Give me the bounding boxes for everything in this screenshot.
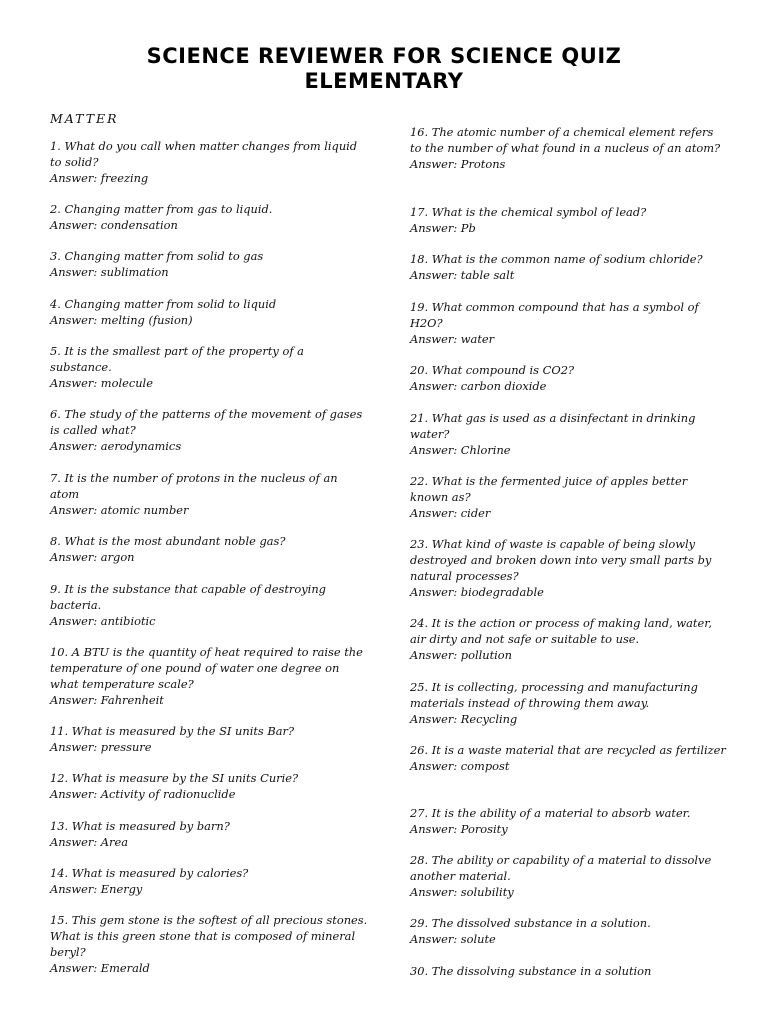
question-text: 17. What is the chemical symbol of lead? bbox=[410, 205, 647, 219]
question-text: 16. The atomic number of a chemical element refers to the number of what found in a nucleus of an atom? bbox=[410, 125, 721, 155]
question-item bbox=[50, 201, 368, 233]
answer-text: Answer: sublimation bbox=[50, 265, 169, 279]
question-text: 12. What is measure by the SI units Curie? bbox=[50, 771, 299, 785]
answer-text: Answer: Pb bbox=[410, 221, 476, 235]
question-item bbox=[410, 963, 728, 979]
question-text: 25. It is collecting, processing and manufacturing materials instead of throwing them away. bbox=[410, 680, 698, 710]
title-line-2: ELEMENTARY bbox=[304, 69, 464, 93]
answer-text: Answer: aerodynamics bbox=[50, 439, 182, 453]
question-item bbox=[50, 533, 368, 565]
answer-text: Answer: Recycling bbox=[410, 712, 518, 726]
answer-text: Answer: pressure bbox=[50, 740, 152, 754]
question-text: 23. What kind of waste is capable of being slowly destroyed and broken down into very small parts by natural processes? bbox=[410, 537, 712, 583]
question-item bbox=[410, 124, 728, 172]
question-item bbox=[50, 470, 368, 518]
question-text: 22. What is the fermented juice of apples better known as? bbox=[410, 474, 688, 504]
question-item bbox=[410, 536, 728, 600]
question-item bbox=[410, 410, 728, 458]
question-text: 30. The dissolving substance in a solution bbox=[410, 964, 652, 978]
question-text: 6. The study of the patterns of the movement of gases is called what? bbox=[50, 407, 363, 437]
question-text: 21. What gas is used as a disinfectant in drinking water? bbox=[410, 411, 696, 441]
answer-text: Answer: pollution bbox=[410, 648, 512, 662]
section-heading: MATTER bbox=[50, 111, 119, 126]
answer-text: Answer: molecule bbox=[50, 376, 153, 390]
question-item bbox=[50, 296, 368, 328]
question-item bbox=[410, 251, 728, 283]
answer-text: Answer: argon bbox=[50, 550, 135, 564]
question-text: 1. What do you call when matter changes from liquid to solid? bbox=[50, 139, 358, 169]
answer-text: Answer: compost bbox=[410, 759, 510, 773]
answer-text: Answer: carbon dioxide bbox=[410, 379, 547, 393]
question-text: 14. What is measured by calories? bbox=[50, 866, 249, 880]
document-title bbox=[0, 44, 768, 94]
question-item bbox=[50, 912, 368, 976]
question-text: 3. Changing matter from solid to gas bbox=[50, 249, 264, 263]
question-text: 15. This gem stone is the softest of all precious stones. What is this green stone that is composed of mineral beryl? bbox=[50, 913, 368, 959]
question-text: 8. What is the most abundant noble gas? bbox=[50, 534, 286, 548]
answer-text: Answer: atomic number bbox=[50, 503, 189, 517]
question-text: 4. Changing matter from solid to liquid bbox=[50, 297, 277, 311]
answer-text: Answer: antibiotic bbox=[50, 614, 156, 628]
question-text: 10. A BTU is the quantity of heat required to raise the temperature of one pound of water one degree on what temperature scale? bbox=[50, 645, 363, 691]
question-text: 28. The ability or capability of a material to dissolve another material. bbox=[410, 853, 712, 883]
question-item bbox=[50, 723, 368, 755]
answer-text: Answer: biodegradable bbox=[410, 585, 544, 599]
question-text: 7. It is the number of protons in the nucleus of an atom bbox=[50, 471, 338, 501]
answer-text: Answer: Fahrenheit bbox=[50, 693, 164, 707]
answer-text: Answer: water bbox=[410, 332, 495, 346]
question-text: 24. It is the action or process of making land, water, air dirty and not safe or suitable to use. bbox=[410, 616, 713, 646]
answer-text: Answer: Protons bbox=[410, 157, 506, 171]
answer-text: Answer: Area bbox=[50, 835, 129, 849]
question-item bbox=[50, 865, 368, 897]
question-text: 11. What is measured by the SI units Bar? bbox=[50, 724, 295, 738]
answer-text: Answer: solubility bbox=[410, 885, 514, 899]
answer-text: Answer: cider bbox=[410, 506, 491, 520]
question-text: 2. Changing matter from gas to liquid. bbox=[50, 202, 273, 216]
question-item bbox=[50, 818, 368, 850]
question-item bbox=[50, 343, 368, 391]
answer-text: Answer: Porosity bbox=[410, 822, 508, 836]
question-item bbox=[410, 204, 728, 236]
question-item bbox=[50, 138, 368, 186]
question-item bbox=[410, 473, 728, 521]
question-text: 18. What is the common name of sodium chloride? bbox=[410, 252, 703, 266]
answer-text: Answer: solute bbox=[410, 932, 496, 946]
question-text: 26. It is a waste material that are recycled as fertilizer bbox=[410, 743, 726, 757]
question-item bbox=[410, 299, 728, 347]
question-text: 20. What compound is CO2? bbox=[410, 363, 575, 377]
question-text: 13. What is measured by barn? bbox=[50, 819, 230, 833]
question-text: 19. What common compound that has a symbol of H2O? bbox=[410, 300, 699, 330]
question-text: 5. It is the smallest part of the property of a substance. bbox=[50, 344, 304, 374]
question-text: 29. The dissolved substance in a solution. bbox=[410, 916, 651, 930]
title-line-1: SCIENCE REVIEWER FOR SCIENCE QUIZ bbox=[146, 44, 622, 68]
question-item bbox=[410, 742, 728, 774]
answer-text: Answer: Chlorine bbox=[410, 443, 511, 457]
question-item bbox=[50, 248, 368, 280]
answer-text: Answer: melting (fusion) bbox=[50, 313, 193, 327]
question-item bbox=[410, 679, 728, 727]
answer-text: Answer: Energy bbox=[50, 882, 143, 896]
question-item bbox=[410, 615, 728, 663]
answer-text: Answer: Emerald bbox=[50, 961, 150, 975]
question-item bbox=[50, 644, 368, 708]
answer-text: Answer: table salt bbox=[410, 268, 515, 282]
question-item bbox=[410, 852, 728, 900]
question-text: 27. It is the ability of a material to absorb water. bbox=[410, 806, 691, 820]
question-item bbox=[410, 915, 728, 947]
question-item bbox=[50, 406, 368, 454]
question-item bbox=[410, 362, 728, 394]
answer-text: Answer: Activity of radionuclide bbox=[50, 787, 236, 801]
question-item bbox=[50, 581, 368, 629]
answer-text: Answer: condensation bbox=[50, 218, 178, 232]
question-text: 9. It is the substance that capable of destroying bacteria. bbox=[50, 582, 326, 612]
answer-text: Answer: freezing bbox=[50, 171, 149, 185]
question-item bbox=[50, 770, 368, 802]
question-item bbox=[410, 805, 728, 837]
